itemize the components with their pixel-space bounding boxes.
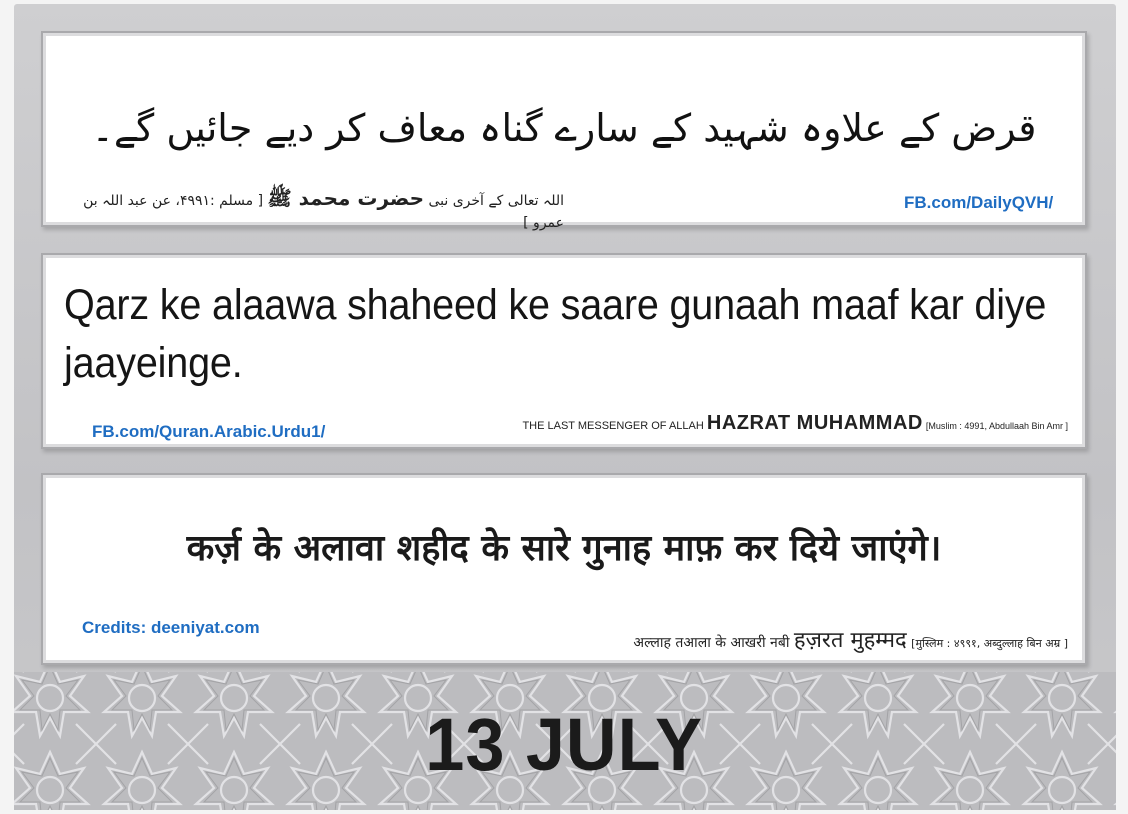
date-label-wrap: [0, 702, 1128, 787]
hindi-panel: [46, 478, 1082, 660]
hindi-hadith-text: कर्ज़ के अलावा शहीद के सारे गुनाह माफ़ कर दिये जाएंगे।: [186, 528, 942, 569]
urdu-ref-source: [ مسلم :۴۹۹۱، عن عبد اللہ بن عمرو ]: [83, 193, 564, 231]
urdu-ref-prefix: اللہ تعالی کے آخری نبی: [428, 193, 564, 209]
urdu-reference: [64, 186, 564, 231]
english-facebook-link[interactable]: FB.com/Quran.Arabic.Urdu1/: [92, 422, 326, 441]
hindi-ref-prefix: अल्लाह तआला के आखरी नबी: [633, 635, 790, 651]
english-ref-source: [Muslim : 4991, Abdullaah Bin Amr ]: [925, 421, 1068, 431]
english-reference: [522, 412, 1068, 435]
credits-link[interactable]: Credits: deeniyat.com: [82, 618, 260, 637]
english-ref-prefix: THE LAST MESSENGER OF ALLAH: [522, 420, 704, 432]
hindi-ref-name: हज़रत मुहम्मद: [793, 628, 907, 653]
urdu-ref-name: حضرت محمد ﷺ: [267, 186, 425, 210]
urdu-panel: [46, 36, 1082, 231]
hindi-reference: [633, 624, 1068, 654]
english-hadith-text: Qarz ke alaawa shaheed ke saare gunaah maaf kar diye jaayeinge.: [64, 281, 1047, 387]
date-label: 13 JULY: [425, 703, 703, 786]
urdu-facebook-link[interactable]: FB.com/DailyQVH/: [904, 193, 1054, 212]
english-ref-name: HAZRAT MUHAMMAD: [706, 412, 923, 434]
hindi-ref-source: [मुस्लिम : ४९९१, अब्दुल्लाह बिन अम्र ]: [911, 637, 1068, 650]
english-panel: [46, 258, 1082, 444]
urdu-hadith-text: قرض کے علاوہ شہید کے سارے گناہ معاف کر دیے جائیں گے۔: [91, 106, 1037, 150]
